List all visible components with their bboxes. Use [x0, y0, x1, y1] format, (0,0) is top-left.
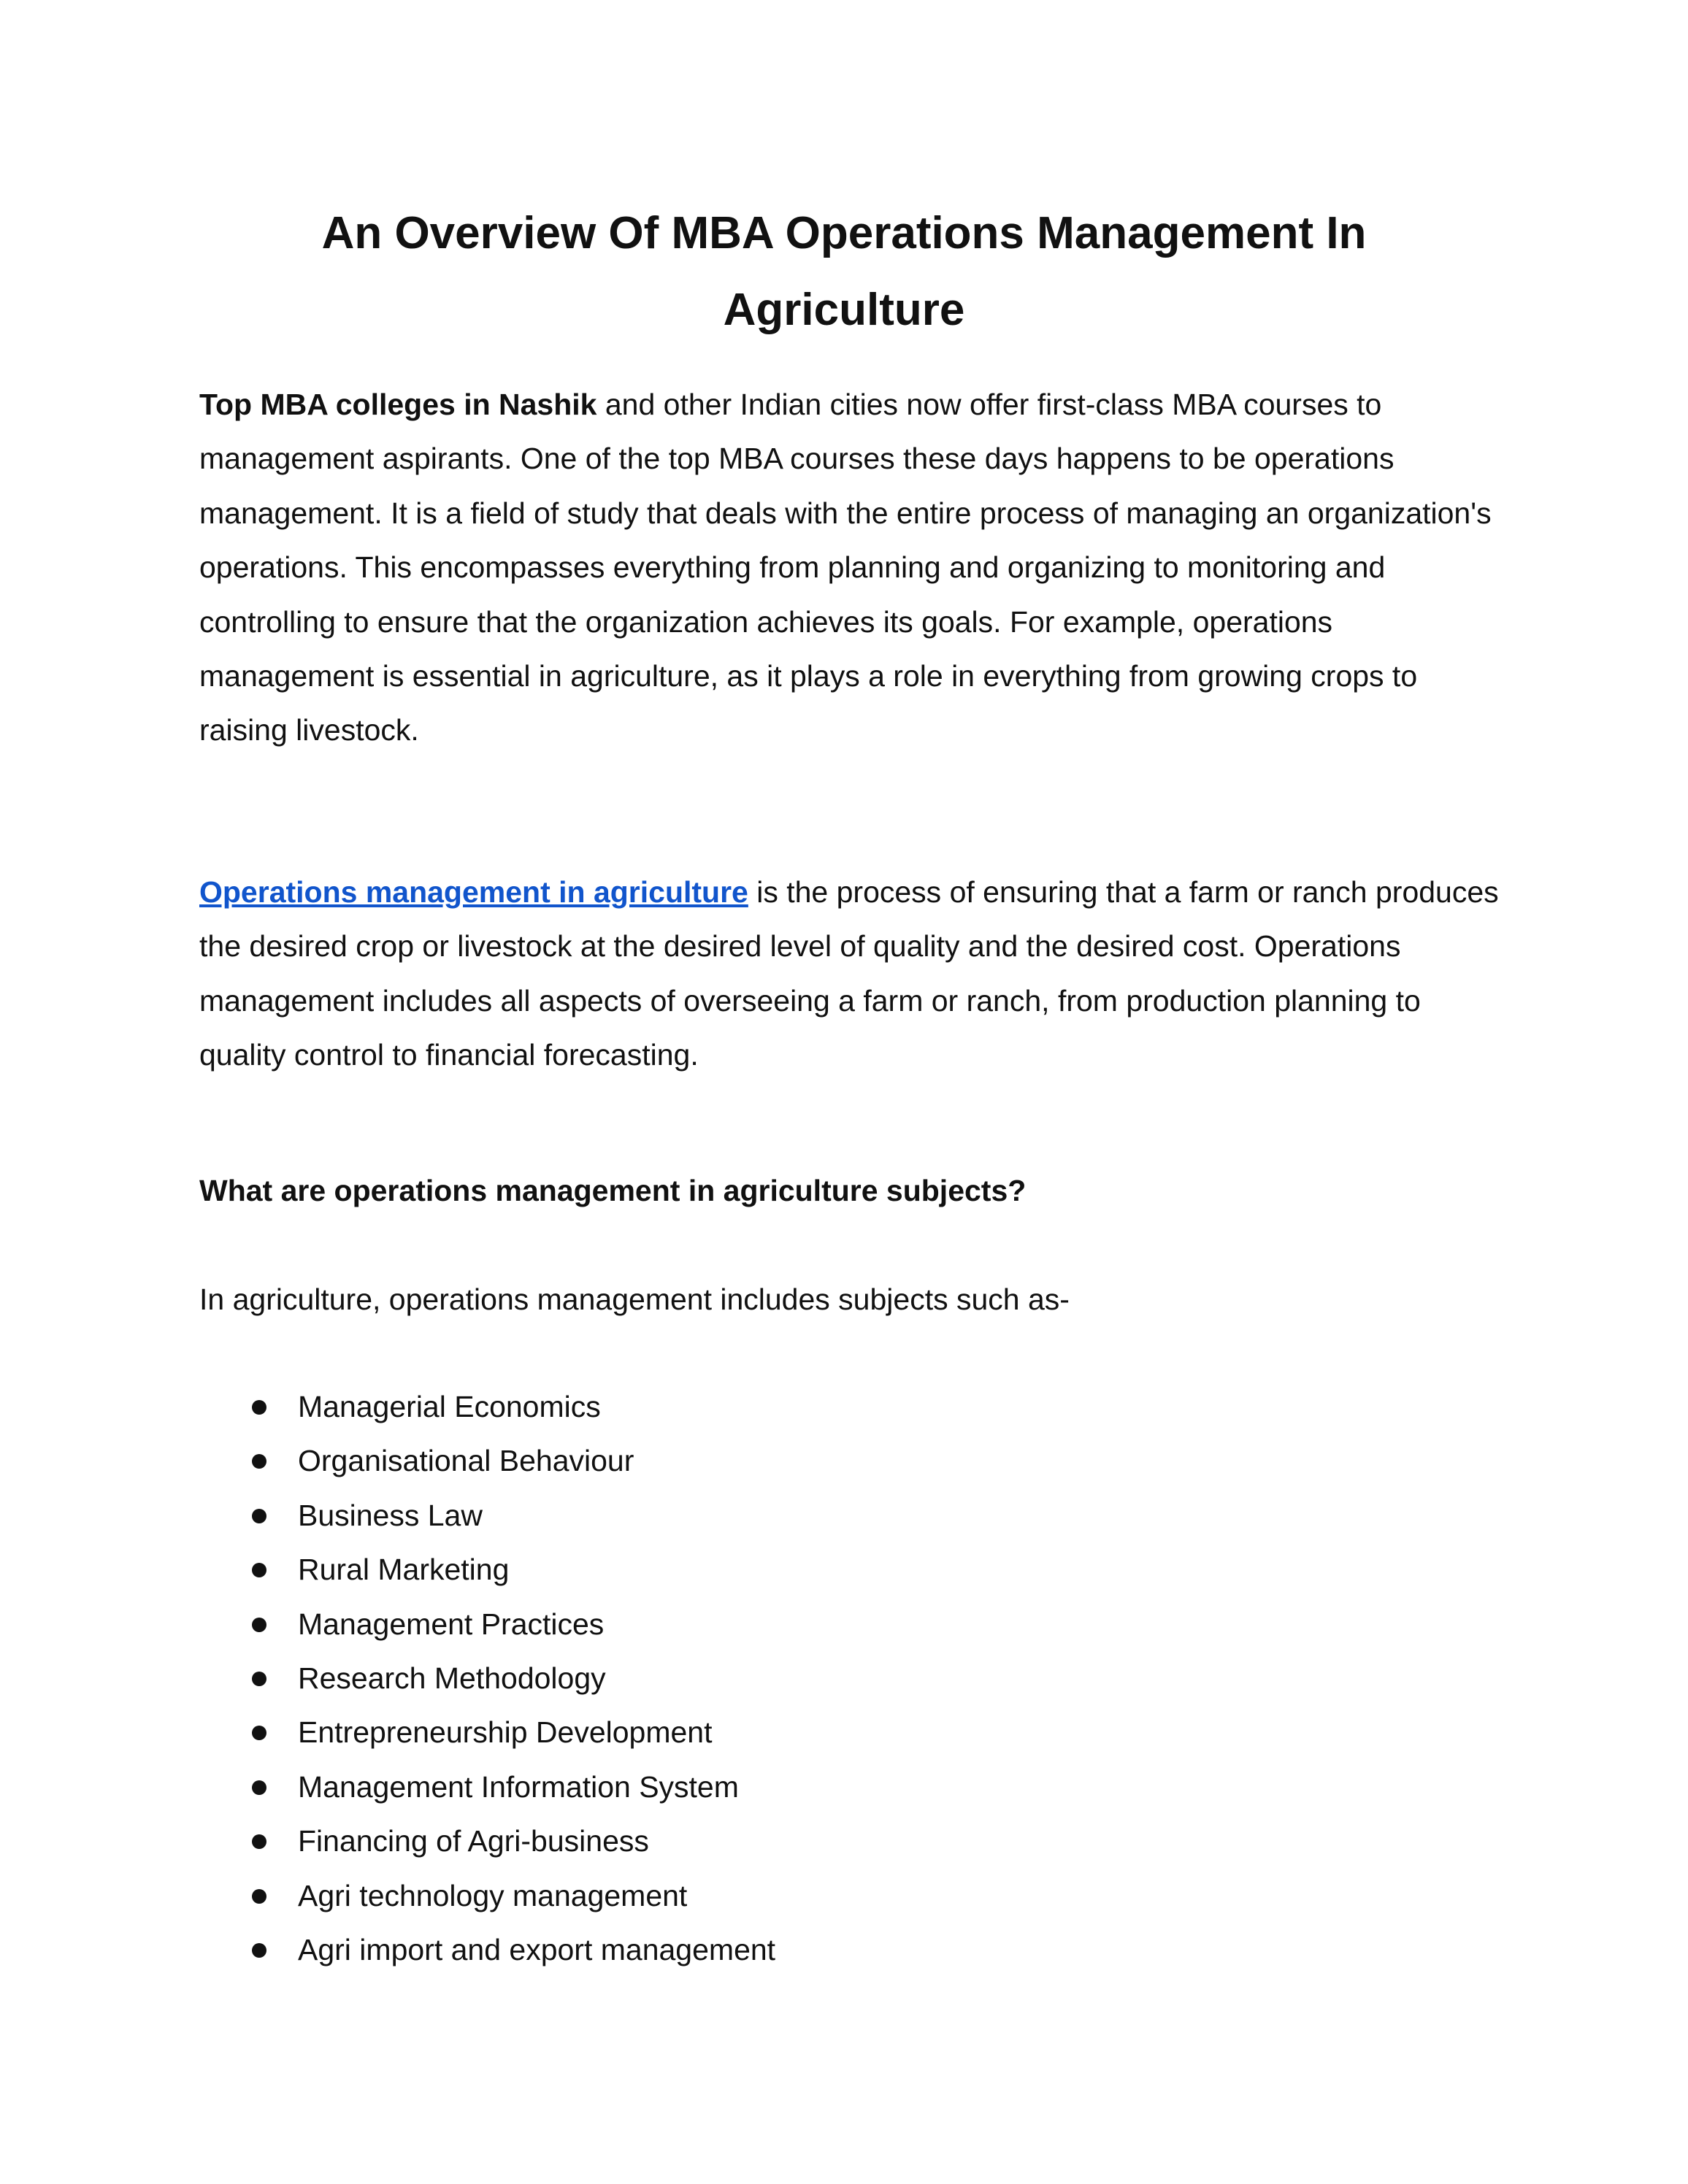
paragraph-text: is the process of ensuring that a farm or ranch produces the desired crop or livestock at the desired level of quality and the desired cost. Operations management includes all aspects of overseeing a farm or ranch, from production planning to quality control to financial forecasting.: [199, 875, 1499, 1072]
list-item-label: Entrepreneurship Development: [298, 1715, 713, 1750]
bullet-icon: [252, 1509, 266, 1523]
definition-paragraph: [199, 865, 1514, 1083]
subheading: What are operations management in agriculture subjects?: [199, 1174, 1027, 1207]
list-item: [0, 1760, 775, 1814]
page-title: [0, 195, 1688, 348]
bullet-icon: [252, 1943, 266, 1958]
list-item-label: Organisational Behaviour: [298, 1444, 634, 1478]
list-item-label: Managerial Economics: [298, 1390, 601, 1423]
title-line: Agriculture: [723, 285, 965, 335]
bold-lead: Top MBA colleges in Nashik: [199, 388, 597, 421]
list-item-label: Business Law: [298, 1498, 483, 1532]
list-item-label: Agri import and export management: [298, 1933, 776, 1967]
list-item: [0, 1923, 775, 1977]
list-item-label: Management Practices: [298, 1607, 605, 1641]
bullet-icon: [252, 1726, 266, 1740]
list-item: [0, 1814, 775, 1868]
list-item: [0, 1869, 775, 1923]
bullet-icon: [252, 1454, 266, 1469]
list-item-label: Financing of Agri-business: [298, 1824, 649, 1858]
list-item: [0, 1651, 775, 1705]
subjects-intro: In agriculture, operations management includes subjects such as-: [199, 1283, 1070, 1316]
operations-management-link[interactable]: Operations management in agriculture: [199, 875, 748, 909]
title-line: An Overview Of MBA Operations Management In: [321, 208, 1367, 258]
list-item-label: Agri technology management: [298, 1878, 688, 1912]
bullet-icon: [252, 1672, 266, 1686]
list-item: [0, 1488, 775, 1542]
bullet-icon: [252, 1400, 266, 1415]
bullet-icon: [252, 1780, 266, 1795]
list-item: [0, 1705, 775, 1759]
bullet-icon: [252, 1618, 266, 1632]
bullet-icon: [252, 1889, 266, 1904]
intro-paragraph: [199, 377, 1514, 758]
bullet-icon: [252, 1834, 266, 1849]
list-item-label: Research Methodology: [298, 1661, 606, 1696]
list-item: [0, 1542, 775, 1596]
list-item-label: Rural Marketing: [298, 1553, 510, 1587]
list-item-label: Management Information System: [298, 1769, 739, 1804]
list-item: [0, 1434, 775, 1488]
bullet-icon: [252, 1563, 266, 1577]
paragraph-text: and other Indian cities now offer first-class MBA courses to management aspirants. One of the top MBA courses these days happens to be operations management. It is a field of study that deals with the entire process of managing an organization's operations. This encompasses everything from planning and organizing to monitoring and controlling to ensure that the organization achieves its goals. For example, operations management is essential in agriculture, as it plays a role in everything from growing crops to raising livestock.: [199, 388, 1492, 747]
list-item: [0, 1597, 775, 1651]
list-item: [0, 1380, 775, 1434]
subjects-list: [0, 1380, 775, 1977]
